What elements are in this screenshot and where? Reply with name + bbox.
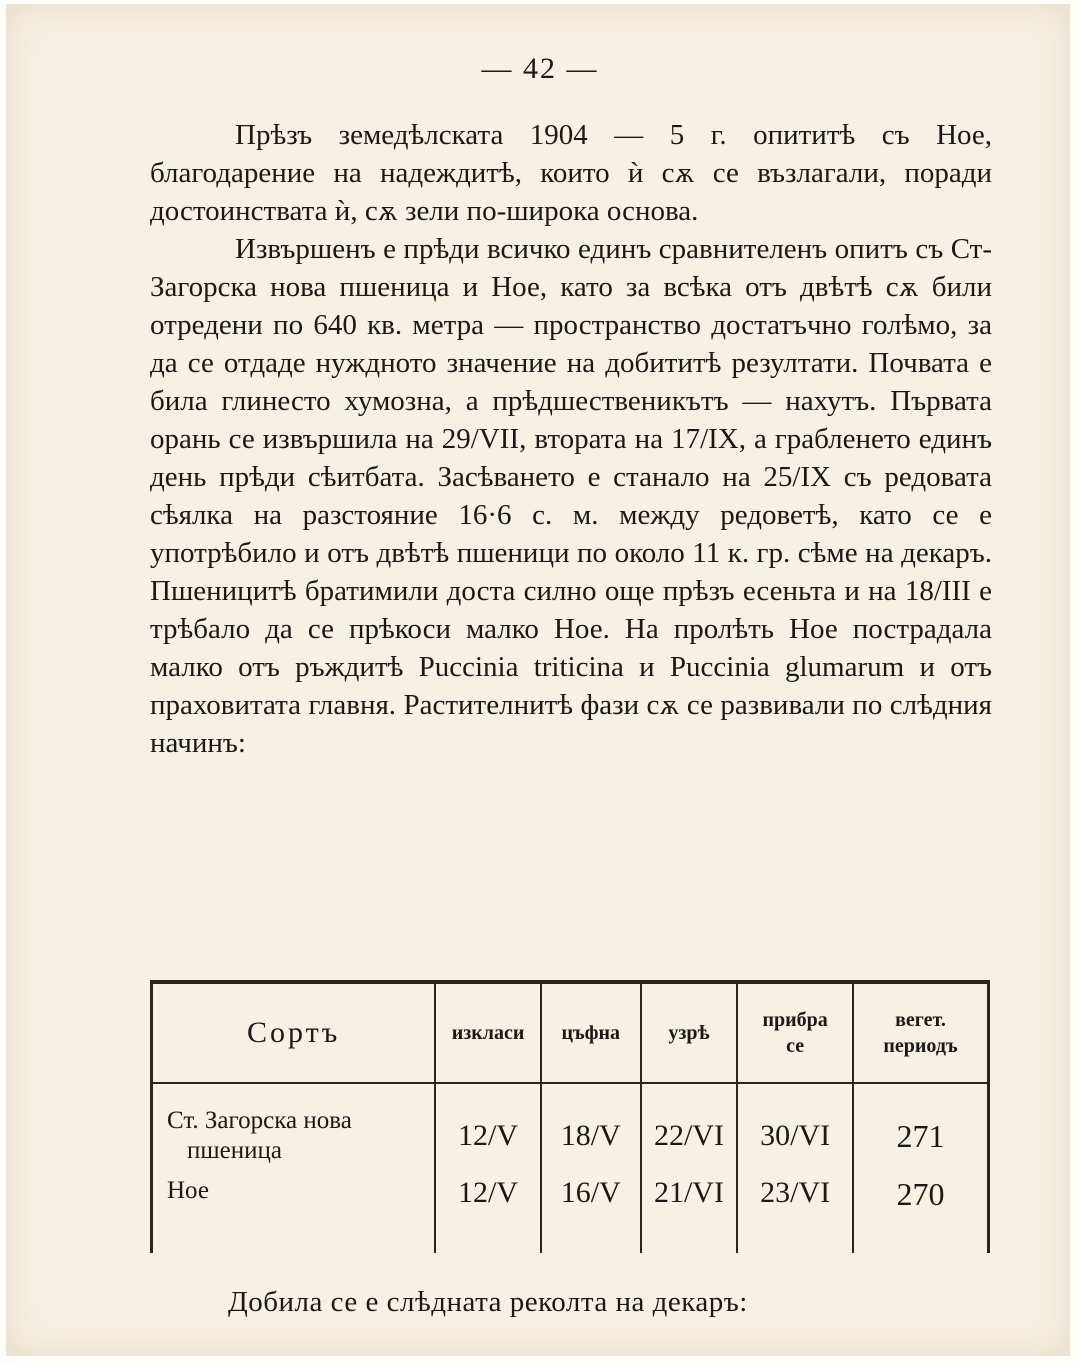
cell-izklasi: 12/V [435, 1176, 541, 1213]
cell-variety [152, 1083, 436, 1176]
header-veget-line-2: периодъ [883, 1035, 958, 1057]
header-pribra [737, 982, 853, 1083]
header-uzre: узрѣ [641, 982, 738, 1083]
cell-empty [541, 1213, 641, 1253]
cell-uzre: 22/VI [641, 1083, 738, 1176]
cell-pribra: 30/VI [737, 1083, 853, 1176]
header-pribra-line-1: прибра [762, 1009, 828, 1031]
cell-pribra: 23/VI [737, 1176, 853, 1213]
paragraph-2: Извършенъ е прѣди всичко единъ сравнителенъ опитъ съ Ст-Загорска нова пшеница и Ное, като за всѣка отъ двѣтѣ сѫ били отредени по 640 кв. метра — пространство достатъчно голѣмо, за да се отдаде нуждното значение на добититѣ резултати. Почвата е била глинесто хумозна, а прѣдшественикътъ — нахутъ. Първата орань се извършила на 29/VII, втората на 17/IX, а грабленето единъ день прѣди сѣитбата. Засѣването е станало на 25/IX съ редовата сѣялка на разстояние 16·6 с. м. между редоветѣ, като се е употрѣбило и отъ двѣтѣ пшеници по около 11 к. гр. сѣме на декаръ. Пшеницитѣ братимили доста силно още прѣзъ есеньта и на 18/III е трѣбало да се прѣкоси малко Ное. На пролѣть Ное пострадала малко отъ ръждитѣ Puccinia triticina и Puccinia glumarum и отъ праховитата главня. Растителнитѣ фази сѫ се развивали по слѣдния начинъ: [150, 233, 992, 759]
table-row [152, 1176, 989, 1213]
footer-text: Добила се е слѣдната реколта на декаръ: [228, 1286, 748, 1318]
header-izklasi: изкласи [435, 982, 541, 1083]
cell-period: 271 [853, 1083, 989, 1176]
page-number: — 42 — [481, 52, 599, 85]
phenology-table [150, 980, 990, 1253]
paragraph-1: Прѣзъ земедѣлската 1904 — 5 г. опититѣ съ Ное, благодарение на надеждитѣ, които ѝ сѫ се възлагали, поради достоинствата ѝ, сѫ зели по-широка основа. [150, 119, 992, 227]
variety-line-1: Ст. Загорска нова [167, 1107, 352, 1134]
header-tsafna: цъфна [541, 982, 641, 1083]
header-pribra-line-2: се [786, 1035, 805, 1057]
body-text [150, 116, 992, 762]
cell-period: 270 [853, 1176, 989, 1213]
cell-empty [435, 1213, 541, 1253]
header-veget-line-1: вегет. [895, 1009, 946, 1031]
cell-empty [737, 1213, 853, 1253]
cell-variety: Ное [152, 1176, 436, 1213]
cell-tsafna: 16/V [541, 1176, 641, 1213]
cell-empty [152, 1213, 436, 1253]
cell-tsafna: 18/V [541, 1083, 641, 1176]
table-row [152, 1083, 989, 1176]
variety-line-2: пшеница [187, 1137, 282, 1164]
header-sort: Сортъ [152, 982, 436, 1083]
cell-empty [641, 1213, 738, 1253]
cell-izklasi: 12/V [435, 1083, 541, 1176]
table-row-spacer [152, 1213, 989, 1253]
table-header-row [152, 982, 989, 1083]
cell-empty [853, 1213, 989, 1253]
cell-uzre: 21/VI [641, 1176, 738, 1213]
header-veget [853, 982, 989, 1083]
